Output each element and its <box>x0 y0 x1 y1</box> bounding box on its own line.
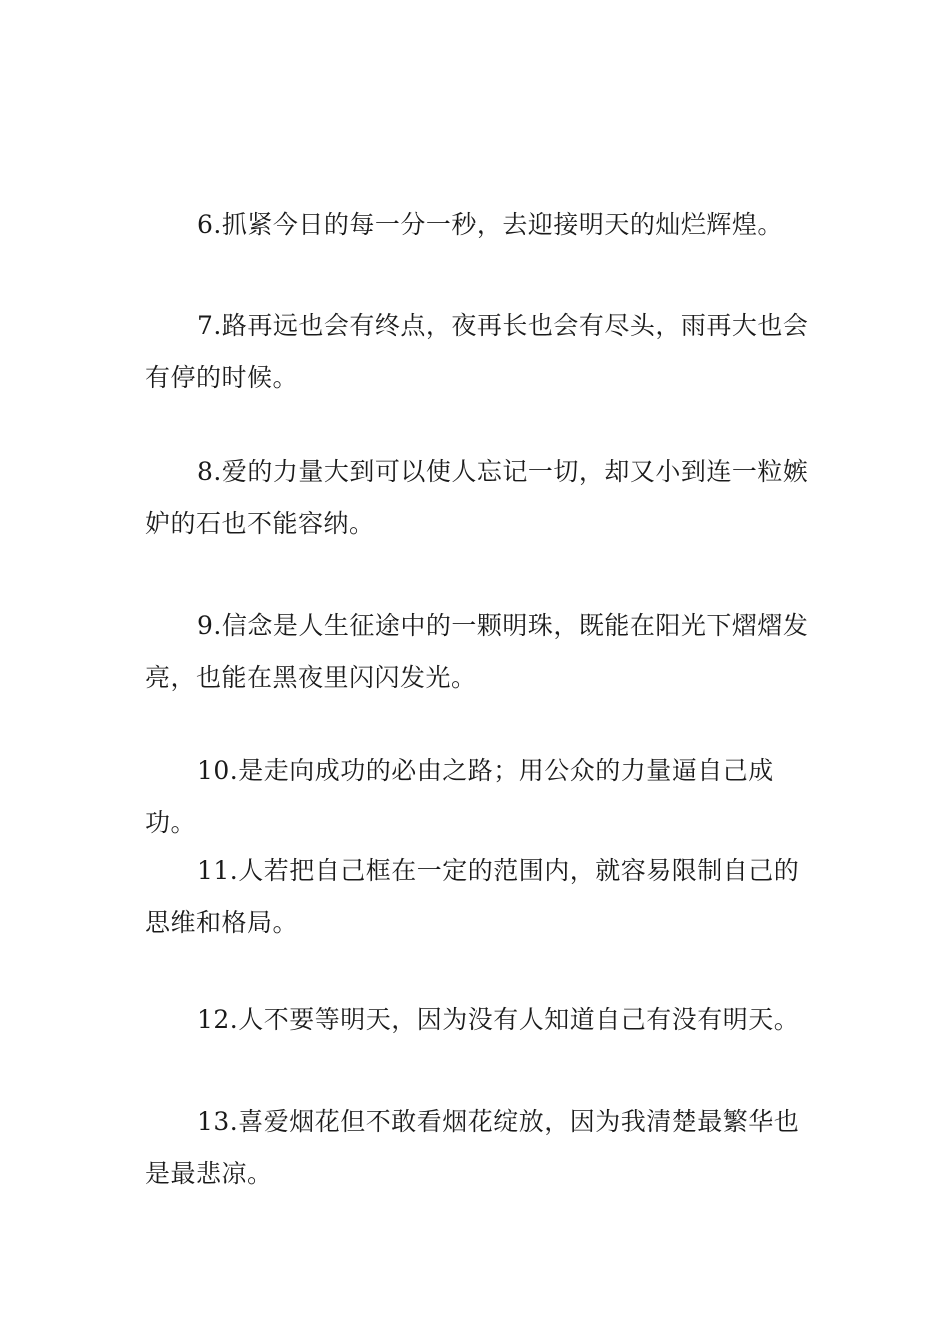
paragraph-7: 7.路再远也会有终点，夜再长也会有尽头，雨再大也会有停的时候。 <box>145 311 809 392</box>
paragraph-6: 6.抓紧今日的每一分一秒，去迎接明天的灿烂辉煌。 <box>197 210 783 239</box>
paragraph-10: 10.是走向成功的必由之路；用公众的力量逼自己成功。 <box>145 756 774 837</box>
paragraph-8: 8.爱的力量大到可以使人忘记一切，却又小到连一粒嫉妒的石也不能容纳。 <box>145 457 809 538</box>
paragraph-12: 12.人不要等明天，因为没有人知道自己有没有明天。 <box>197 1005 800 1034</box>
paragraph-11: 11.人若把自己框在一定的范围内，就容易限制自己的思维和格局。 <box>145 856 800 937</box>
paragraph-9: 9.信念是人生征途中的一颗明珠，既能在阳光下熠熠发亮，也能在黑夜里闪闪发光。 <box>145 611 809 692</box>
paragraph-13: 13.喜爱烟花但不敢看烟花绽放，因为我清楚最繁华也是最悲凉。 <box>145 1107 800 1188</box>
